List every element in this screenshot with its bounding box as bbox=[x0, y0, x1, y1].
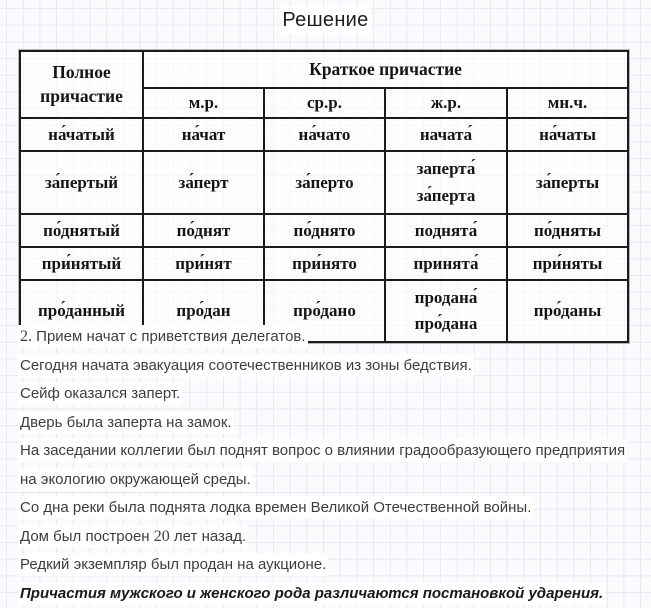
cell-masculine: за́перт bbox=[143, 151, 264, 214]
feminine-variant-1: продана́ bbox=[388, 285, 504, 311]
feminine-variant-2: про́дана bbox=[388, 311, 504, 337]
participles-table bbox=[19, 50, 629, 343]
cell-full: по́днятый bbox=[20, 214, 143, 247]
sentence-board-meeting: На заседании коллегии был поднят вопрос о влиянии градообразующего предприятия на экологию окружающей среды. bbox=[18, 437, 637, 494]
cell-plural: про́даны bbox=[507, 280, 628, 342]
cell-feminine: начата́ bbox=[385, 118, 507, 151]
header-masculine: м.р. bbox=[143, 88, 264, 118]
header-full-participle: Полное причастие bbox=[20, 51, 143, 118]
item-number: 2. bbox=[20, 328, 32, 345]
cell-neuter: при́нято bbox=[264, 247, 385, 280]
stress-note: Причастия мужского и женского рода различаются постановкой ударения. bbox=[18, 580, 637, 608]
page-title-row bbox=[0, 9, 651, 32]
table-row bbox=[20, 247, 628, 280]
cell-full: про́данный bbox=[20, 280, 143, 342]
sentence-house: Дом был построен 20 лет назад. bbox=[18, 523, 637, 552]
years-number: 20 bbox=[154, 528, 170, 545]
cell-neuter: на́чато bbox=[264, 118, 385, 151]
header-neuter: ср.р. bbox=[264, 88, 385, 118]
table-row bbox=[20, 214, 628, 247]
cell-neuter: по́днято bbox=[264, 214, 385, 247]
table-row bbox=[20, 118, 628, 151]
sentence-boat: Со дна реки была поднята лодка времен Великой Отечественной войны. bbox=[18, 494, 637, 523]
cell-full: на́чатый bbox=[20, 118, 143, 151]
feminine-variant-1: заперта́ bbox=[388, 156, 504, 182]
cell-neuter: за́перто bbox=[264, 151, 385, 214]
table-header-row-1 bbox=[20, 51, 628, 88]
cell-feminine: поднята́ bbox=[385, 214, 507, 247]
sentence-auction: Редкий экземпляр был продан на аукционе. bbox=[18, 551, 637, 580]
solution-text bbox=[18, 323, 637, 608]
sentence-reception: 2. Прием начат с приветствия делегатов. bbox=[18, 323, 637, 352]
cell-feminine: принята́ bbox=[385, 247, 507, 280]
cell-full: за́пертый bbox=[20, 151, 143, 214]
cell-plural: по́дняты bbox=[507, 214, 628, 247]
cell-plural: при́няты bbox=[507, 247, 628, 280]
sentence-door: Дверь была заперта на замок. bbox=[18, 409, 637, 438]
sentence-safe: Сейф оказался заперт. bbox=[18, 380, 637, 409]
sentence-evacuation: Сегодня начата эвакуация соотечественников из зоны бедствия. bbox=[18, 352, 637, 381]
cell-full: при́нятый bbox=[20, 247, 143, 280]
cell-neuter: про́дано bbox=[264, 280, 385, 342]
cell-feminine bbox=[385, 151, 507, 214]
feminine-variant-2: за́перта bbox=[388, 183, 504, 209]
cell-plural: за́перты bbox=[507, 151, 628, 214]
cell-masculine: по́днят bbox=[143, 214, 264, 247]
header-short-participle: Краткое причастие bbox=[143, 51, 628, 88]
header-plural: мн.ч. bbox=[507, 88, 628, 118]
table-row bbox=[20, 151, 628, 214]
header-feminine: ж.р. bbox=[385, 88, 507, 118]
cell-masculine: на́чат bbox=[143, 118, 264, 151]
cell-masculine: при́нят bbox=[143, 247, 264, 280]
page-title: Решение bbox=[280, 6, 370, 34]
cell-masculine: про́дан bbox=[143, 280, 264, 342]
cell-plural: на́чаты bbox=[507, 118, 628, 151]
